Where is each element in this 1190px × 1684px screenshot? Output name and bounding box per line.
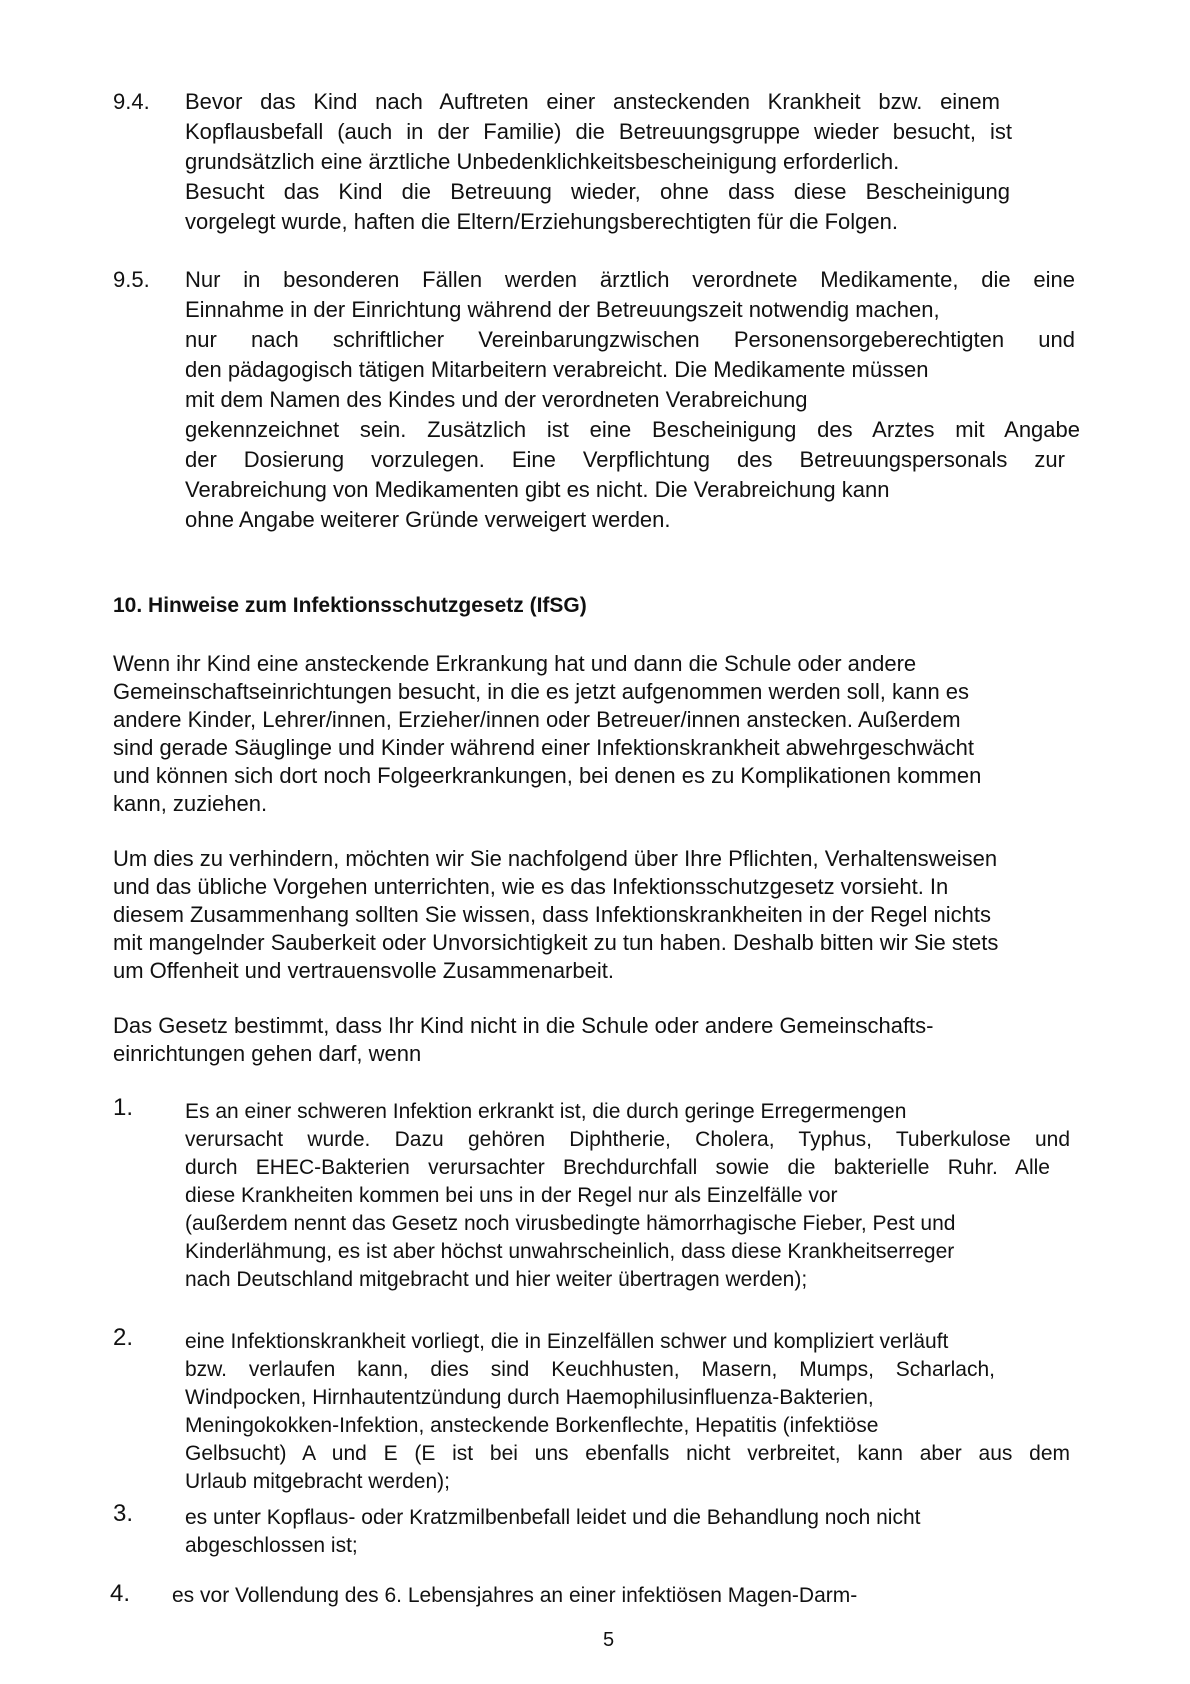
text-line: Gemeinschaftseinrichtungen besucht, in die es jetzt aufgenommen werden soll, kann es — [113, 679, 970, 704]
list-item-line: Windpocken, Hirnhautentzündung durch Haemophilusinfluenza-Bakterien, — [185, 1386, 874, 1409]
text-line: und das übliche Vorgehen unterrichten, wie es das Infektionsschutzgesetz vorsieht. In — [113, 874, 949, 899]
list-item-line: bzw. verlaufen kann, dies sind Keuchhusten, Masern, Mumps, Scharlach, — [185, 1358, 995, 1381]
list-item-line: es vor Vollendung des 6. Lebensjahres an einer infektiösen Magen-Darm- — [172, 1584, 858, 1607]
text-line: nur nach schriftlicher Vereinbarungzwischen Personensorgeberechtigten und — [185, 327, 1075, 352]
list-item-line: diese Krankheiten kommen bei uns in der Regel nur als Einzelfälle vor — [185, 1184, 838, 1207]
text-line: kann, zuziehen. — [113, 791, 268, 816]
text-line: Verabreichung von Medikamenten gibt es nicht. Die Verabreichung kann — [185, 477, 890, 502]
text-line: Kopflausbefall (auch in der Familie) die Betreuungsgruppe wieder besucht, ist — [185, 119, 1012, 144]
list-number-4: 4. — [110, 1580, 131, 1607]
text-line: mit mangelnder Sauberkeit oder Unvorsichtigkeit zu tun haben. Deshalb bitten wir Sie stets — [113, 930, 999, 955]
list-item-line: abgeschlossen ist; — [185, 1534, 358, 1557]
list-number-2: 2. — [113, 1324, 134, 1351]
list-item-line: Gelbsucht) A und E (E ist bei uns ebenfalls nicht verbreitet, kann aber aus dem — [185, 1442, 1070, 1465]
text-line: Besucht das Kind die Betreuung wieder, ohne dass diese Bescheinigung — [185, 179, 1010, 204]
text-line: der Dosierung vorzulegen. Eine Verpflichtung des Betreuungspersonals zur — [185, 447, 1065, 472]
text-line: Das Gesetz bestimmt, dass Ihr Kind nicht in die Schule oder andere Gemeinschafts- — [113, 1013, 934, 1038]
text-line: grundsätzlich eine ärztliche Unbedenklichkeitsbescheinigung erforderlich. — [185, 149, 900, 174]
text-line: den pädagogisch tätigen Mitarbeitern verabreicht. Die Medikamente müssen — [185, 357, 929, 382]
text-line: mit dem Namen des Kindes und der verordneten Verabreichung — [185, 387, 808, 412]
list-number-1: 1. — [113, 1094, 134, 1121]
list-item-line: es unter Kopflaus- oder Kratzmilbenbefall leidet und die Behandlung noch nicht — [185, 1506, 921, 1529]
text-line: Wenn ihr Kind eine ansteckende Erkrankung hat und dann die Schule oder andere — [113, 651, 917, 676]
text-line: einrichtungen gehen darf, wenn — [113, 1041, 422, 1066]
list-item-line: Es an einer schweren Infektion erkrankt ist, die durch geringe Erregermengen — [185, 1100, 907, 1123]
list-item-line: Kinderlähmung, es ist aber höchst unwahrscheinlich, dass diese Krankheitserreger — [185, 1240, 955, 1263]
list-item-line: Meningokokken-Infektion, ansteckende Borkenflechte, Hepatitis (infektiöse — [185, 1414, 879, 1437]
text-line: Nur in besonderen Fällen werden ärztlich verordnete Medikamente, die eine — [185, 267, 1075, 292]
section-number-9-4: 9.4. — [113, 89, 150, 114]
list-item-line: (außerdem nennt das Gesetz noch virusbedingte hämorrhagische Fieber, Pest und — [185, 1212, 956, 1235]
section-heading-10: 10. Hinweise zum Infektionsschutzgesetz (IfSG) — [113, 594, 587, 617]
text-line: Einnahme in der Einrichtung während der Betreuungszeit notwendig machen, — [185, 297, 940, 322]
page-number: 5 — [603, 1629, 615, 1651]
text-line: Bevor das Kind nach Auftreten einer ansteckenden Krankheit bzw. einem — [185, 89, 1000, 114]
list-item-line: verursacht wurde. Dazu gehören Diphtherie, Cholera, Typhus, Tuberkulose und — [185, 1128, 1070, 1151]
text-line: diesem Zusammenhang sollten Sie wissen, dass Infektionskrankheiten in der Regel nichts — [113, 902, 992, 927]
text-line: gekennzeichnet sein. Zusätzlich ist eine Bescheinigung des Arztes mit Angabe — [185, 417, 1080, 442]
text-line: ohne Angabe weiterer Gründe verweigert werden. — [185, 507, 671, 532]
text-line: sind gerade Säuglinge und Kinder während einer Infektionskrankheit abwehrgeschwächt — [113, 735, 974, 760]
section-number-9-5: 9.5. — [113, 267, 150, 292]
text-line: Um dies zu verhindern, möchten wir Sie nachfolgend über Ihre Pflichten, Verhaltensweisen — [113, 846, 998, 871]
text-line: vorgelegt wurde, haften die Eltern/Erziehungsberechtigten für die Folgen. — [185, 209, 898, 234]
text-line: andere Kinder, Lehrer/innen, Erzieher/innen oder Betreuer/innen anstecken. Außerdem — [113, 707, 961, 732]
text-line: und können sich dort noch Folgeerkrankungen, bei denen es zu Komplikationen kommen — [113, 763, 982, 788]
list-number-3: 3. — [113, 1500, 134, 1527]
list-item-line: nach Deutschland mitgebracht und hier weiter übertragen werden); — [185, 1268, 808, 1291]
text-line: um Offenheit und vertrauensvolle Zusammenarbeit. — [113, 958, 614, 983]
list-item-line: Urlaub mitgebracht werden); — [185, 1470, 450, 1493]
list-item-line: eine Infektionskrankheit vorliegt, die in Einzelfällen schwer und kompliziert verläuft — [185, 1330, 949, 1353]
list-item-line: durch EHEC-Bakterien verursachter Brechdurchfall sowie die bakterielle Ruhr. Alle — [185, 1156, 1050, 1179]
